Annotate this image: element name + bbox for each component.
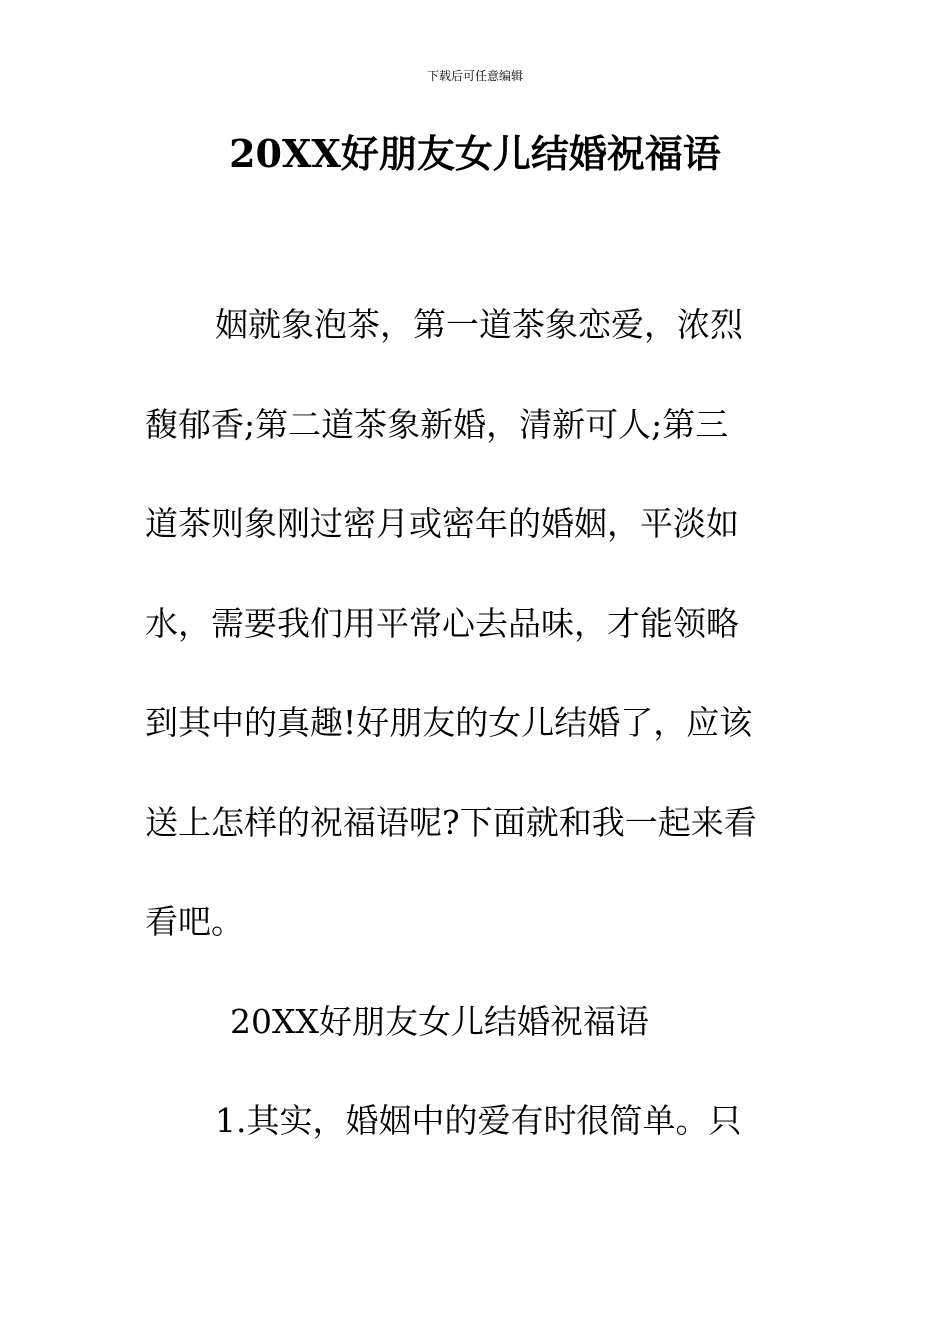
paragraph-line: 道茶则象刚过密月或密年的婚姻，平淡如 [145, 504, 739, 543]
paragraph-line: 到其中的真趣!好朋友的女儿结婚了，应该 [145, 703, 753, 742]
document-body [145, 300, 805, 1196]
document-title: 20XX好朋友女儿结婚祝福语 [229, 131, 721, 176]
paragraph-line: 馥郁香;第二道茶象新婚，清新可人;第三 [145, 404, 729, 444]
section-heading: 20XX好朋友女儿结婚祝福语 [230, 1001, 649, 1041]
paragraph-line: 水，需要我们用平常心去品味，才能领略 [145, 603, 739, 643]
paragraph-line: 送上怎样的祝福语呢?下面就和我一起来看 [145, 802, 757, 842]
paragraph-line: 姻就象泡茶，第一道茶象恋爱，浓烈 [215, 305, 743, 344]
page-header-note: 下载后可任意编辑 [426, 69, 523, 83]
list-item-line: 1.其实，婚姻中的爱有时很简单。只 [215, 1101, 742, 1140]
paragraph-line: 看吧。 [145, 902, 244, 941]
